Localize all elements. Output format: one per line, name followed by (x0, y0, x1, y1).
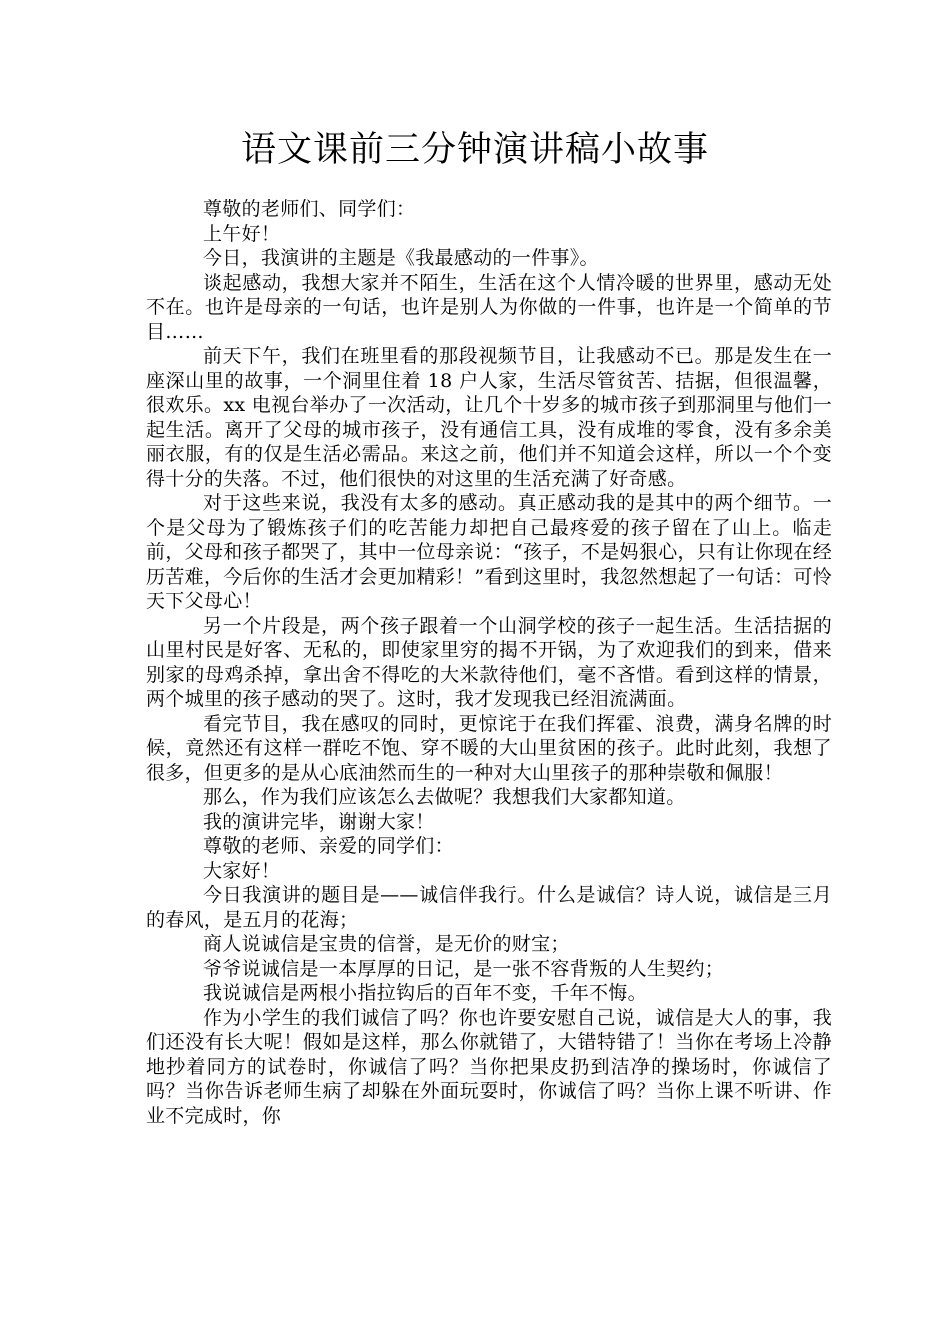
paragraph: 谈起感动，我想大家并不陌生，生活在这个人情冷暖的世界里，感动无处不在。也许是母亲的一句话，也许是别人为你做的一件事，也许是一个简单的节目…… (146, 271, 832, 343)
paragraph: 商人说诚信是宝贵的信誉，是无价的财宝； (203, 933, 570, 955)
paragraph-greeting: 尊敬的老师们、同学们： (203, 198, 416, 220)
paragraph: 对于这些来说，我没有太多的感动。真正感动我的是其中的两个细节。一个是父母为了锻炼孩子们的吃苦能力却把自己最疼爱的孩子留在了山上。临走前，父母和孩子都哭了，其中一位母亲说：“孩子，不是妈狠心，只有让你现在经历苦难，今后你的生活才会更加精彩！”看到这里时，我忽然想起了一句话：可怜天下父母心！ (146, 492, 832, 612)
paragraph: 今日我演讲的题目是——诚信伴我行。什么是诚信？诗人说，诚信是三月的春风，是五月的花海； (146, 884, 832, 931)
paragraph: 另一个片段是，两个孩子跟着一个山洞学校的孩子一起生活。生活拮据的山里村民是好客、无私的，即使家里穷的揭不开锅，为了欢迎我们的到来，借来别家的母鸡杀掉，拿出舍不得吃的大米款待他们，毫不吝惜。看到这样的情景，两个城里的孩子感动的哭了。这时，我才发现我已经泪流满面。 (146, 614, 832, 710)
paragraph-closing: 我的演讲完毕，谢谢大家！ (203, 810, 435, 833)
paragraph-greeting: 尊敬的老师、亲爱的同学们： (203, 835, 454, 857)
paragraph: 看完节目，我在感叹的同时，更惊诧于在我们挥霍、浪费，满身名牌的时候，竟然还有这样一群吃不饱、穿不暖的大山里贫困的孩子。此时此刻，我想了很多，但更多的是从心底油然而生的一种对大山里孩子的那种崇敬和佩服！ (146, 712, 832, 784)
paragraph-good-morning: 上午好！ (203, 222, 281, 245)
paragraph: 那么，作为我们应该怎么去做呢？我想我们大家都知道。 (203, 786, 686, 808)
document-title: 语文课前三分钟演讲稿小故事 (240, 130, 709, 170)
document-body (146, 197, 832, 1128)
paragraph: 我说诚信是两根小指拉钩后的百年不变，千年不悔。 (203, 982, 647, 1004)
paragraph-hello: 大家好！ (203, 859, 281, 882)
paragraph: 作为小学生的我们诚信了吗？你也许要安慰自己说，诚信是大人的事，我们还没有长大呢！假如是这样，那么你就错了，大错特错了！当你在考场上冷静地抄着同方的试卷时，你诚信了吗？当你把果皮扔到洁净的操场时，你诚信了吗？当你告诉老师生病了却躲在外面玩耍时，你诚信了吗？当你上课不听讲、作业不完成时，你 (146, 1006, 832, 1127)
paragraph: 前天下午，我们在班里看的那段视频节目，让我感动不已。那是发生在一座深山里的故事，一个洞里住着 18 户人家，生活尽管贫苦、拮据，但很温馨，很欢乐。xx 电视台举办了一次活动，让几个十岁多的城市孩子到那洞里与他们一起生活。离开了父母的城市孩子，没有通信工具，没有成堆的零食，没有多余美丽衣服，有的仅是生活必需品。来这之前，他们并不知道会这样，所以一个个变得十分的失落。不过，他们很快的对这里的生活充满了好奇感。 (146, 345, 832, 490)
paragraph: 爷爷说诚信是一本厚厚的日记，是一张不容背叛的人生契约； (203, 957, 725, 980)
paragraph-topic: 今日，我演讲的主题是《我最感动的一件事》。 (203, 247, 599, 269)
